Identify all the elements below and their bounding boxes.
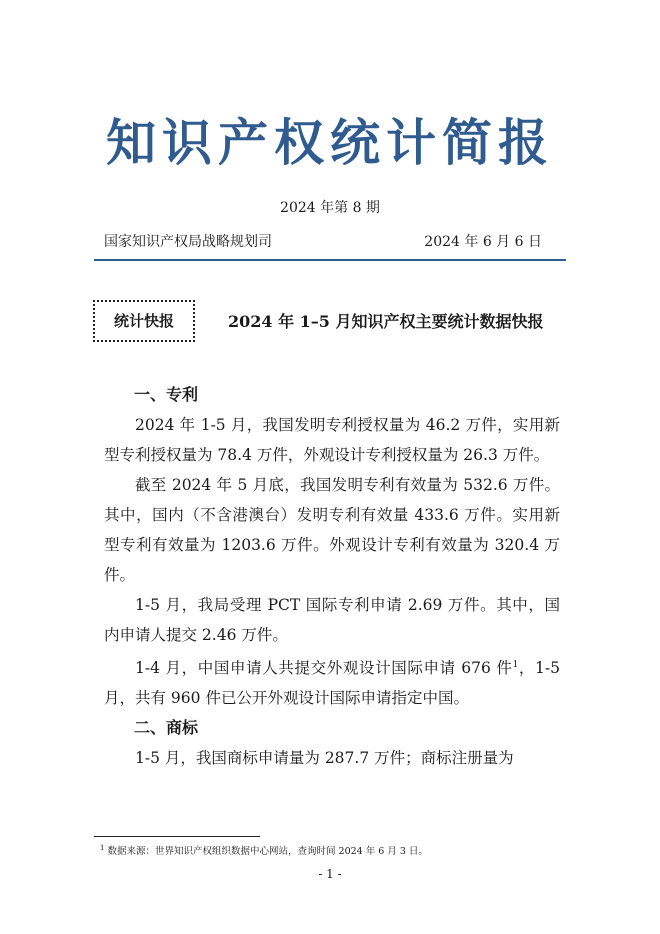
paragraph: 截至 2024 年 5 月底，我国发明专利有效量为 532.6 万件。其中，国内（不含港澳台）发明专利有效量 433.6 万件。实用新型专利有效量为 1203.6 万件。外观设计专利有效量为 320.4 万件。 <box>104 476 560 584</box>
footnote-text: 数据来源：世界知识产权组织数据中心网站，查询时间 2024 年 6 月 3 日。 <box>107 846 428 858</box>
footnote-divider <box>94 836 260 837</box>
issue-number: 2024 年第 8 期 <box>280 200 380 216</box>
category-tag: 统计快报 <box>93 300 195 342</box>
section-heading-trademark: 二、商标 <box>134 718 199 738</box>
paragraph: 1-5 月，我局受理 PCT 国际专利申请 2.69 万件。其中，国内申请人提交 2.46 万件。 <box>104 596 560 644</box>
paragraph-text: 1-4 月，中国申请人共提交外观设计国际申请 676 件 <box>135 659 513 678</box>
page-number: - 1 - <box>318 867 342 881</box>
paragraph-with-footnote <box>104 650 560 713</box>
paragraph-text: ，1-5 月，共有 960 件已公开外观设计国际申请指定中国。 <box>104 659 561 708</box>
footnote-mark: 1 <box>100 844 105 852</box>
footnote <box>100 841 428 859</box>
document-title: 2024 年 1–5 月知识产权主要统计数据快报 <box>228 312 544 331</box>
document-body <box>104 380 560 773</box>
issue-date: 2024 年 6 月 6 日 <box>424 234 542 250</box>
issuing-organization: 国家知识产权局战略规划司 <box>104 234 272 250</box>
footnote-reference[interactable]: 1 <box>512 660 519 670</box>
paragraph: 2024 年 1-5 月，我国发明专利授权量为 46.2 万件，实用新型专利授权量为 78.4 万件，外观设计专利授权量为 26.3 万件。 <box>104 416 560 464</box>
section-heading-patent: 一、专利 <box>134 385 199 404</box>
masthead-title: 知识产权统计简报 <box>106 113 554 172</box>
header-divider <box>94 259 566 261</box>
paragraph: 1-5 月，我国商标申请量为 287.7 万件；商标注册量为 <box>135 749 514 768</box>
